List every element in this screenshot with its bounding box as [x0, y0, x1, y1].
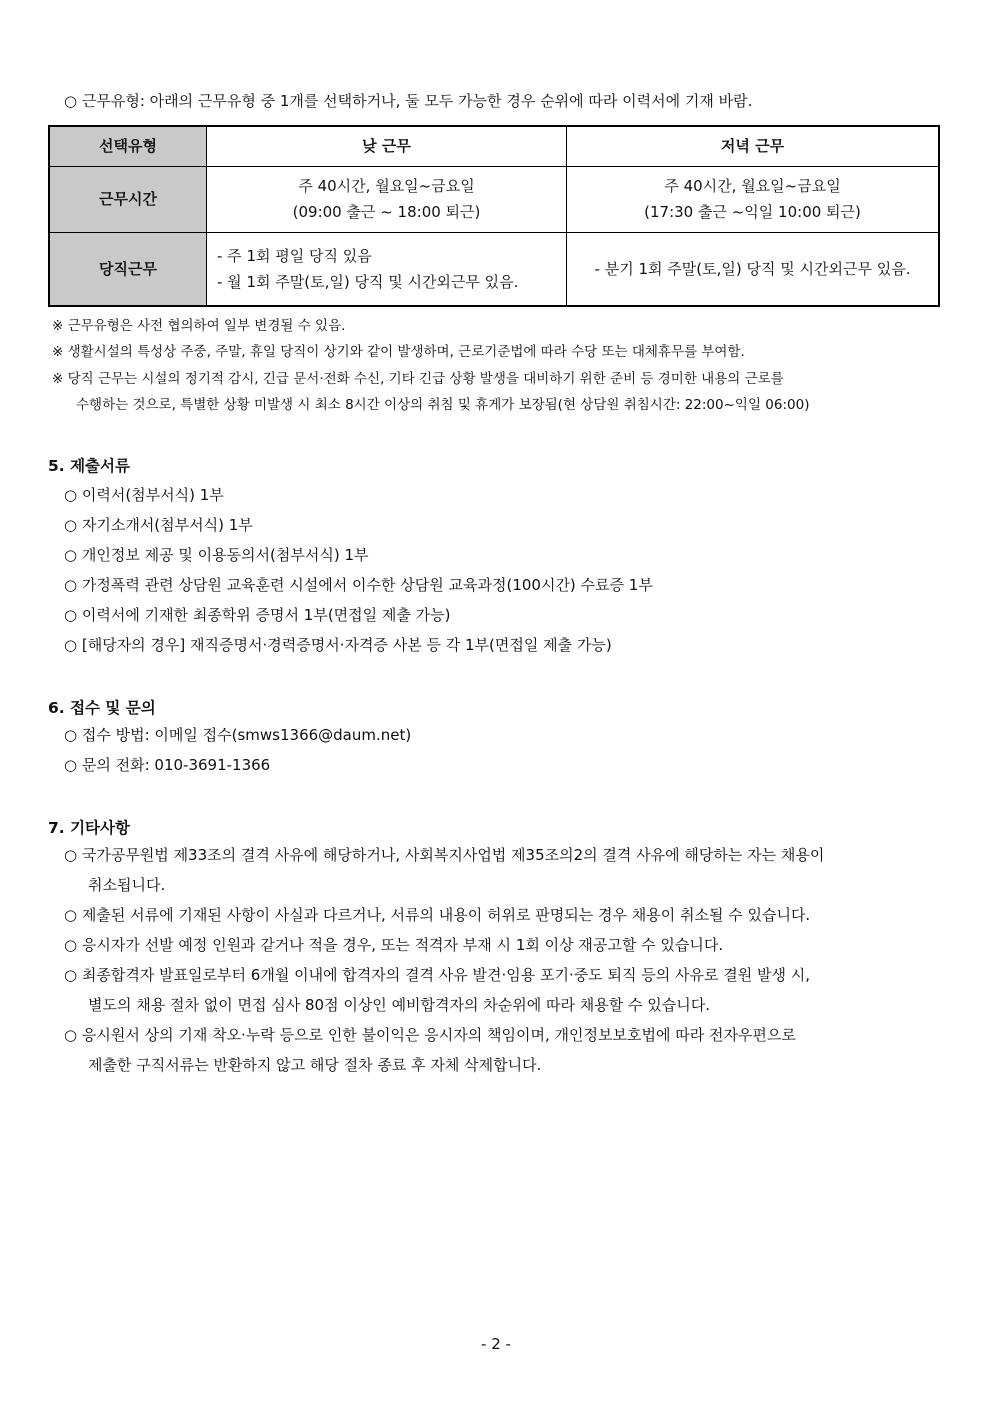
day-work-hours-line1: 주 40시간, 월요일~금요일: [298, 177, 475, 195]
sec5-item-1: ○ 이력서(첨부서식) 1부: [64, 486, 224, 504]
note-2: ※ 생활시설의 특성상 주중, 주말, 휴일 당직이 상기와 같이 발생하며, 근로기준법에 따라 수당 또는 대체휴무를 부여함.: [52, 344, 745, 360]
page-number: - 2 -: [481, 1335, 511, 1353]
section-7-title: 7. 기타사항: [48, 819, 130, 837]
note-3-cont: 수행하는 것으로, 특별한 상황 미발생 시 최소 8시간 이상의 취침 및 휴게가 보장됨(현 상담원 취침시간: 22:00~익일 06:00): [76, 397, 810, 413]
sec7-line-5: ○ 최종합격자 발표일로부터 6개월 이내에 합격자의 결격 사유 발견·임용 포기·중도 퇴직 등의 사유로 결원 발생 시,: [64, 966, 811, 984]
row-label-duty: 당직근무: [49, 232, 207, 306]
day-duty-line1: - 주 1회 평일 당직 있음: [217, 246, 372, 265]
sec5-item-3: ○ 개인정보 제공 및 이용동의서(첨부서식) 1부: [64, 546, 369, 564]
note-3: ※ 당직 근무는 시설의 정기적 감시, 긴급 문서·전화 수신, 기타 긴급 상황 발생을 대비하기 위한 준비 등 경미한 내용의 근로를: [52, 371, 784, 387]
sec5-item-6: ○ [해당자의 경우] 재직증명서·경력증명서·자격증 사본 등 각 1부(면접일 제출 가능): [64, 636, 612, 654]
note-1: ※ 근무유형은 사전 협의하여 일부 변경될 수 있음.: [52, 318, 346, 334]
sec7-line-8: 제출한 구직서류는 반환하지 않고 해당 절차 종료 후 자체 삭제합니다.: [88, 1056, 542, 1074]
row-label-work-hours: 근무시간: [49, 166, 207, 232]
work-type-table: [48, 125, 940, 307]
night-work-hours-line2: (17:30 출근 ~익일 10:00 퇴근): [644, 203, 861, 221]
section-6-title: 6. 접수 및 문의: [48, 699, 156, 717]
header-type: 선택유형: [49, 126, 207, 166]
day-work-hours: [207, 166, 567, 232]
sec7-line-7: ○ 응시원서 상의 기재 착오·누락 등으로 인한 불이익은 응시자의 책임이며, 개인정보보호법에 따라 전자우편으로: [64, 1026, 796, 1044]
sec7-line-6: 별도의 채용 절차 없이 면접 심사 80점 이상인 예비합격자의 차순위에 따라 채용할 수 있습니다.: [88, 996, 710, 1014]
header-day-shift: 낮 근무: [207, 126, 567, 166]
work-type-intro: ○ 근무유형: 아래의 근무유형 중 1개를 선택하거나, 둘 모두 가능한 경우 순위에 따라 이력서에 기재 바람.: [64, 92, 753, 110]
day-duty: [207, 232, 567, 306]
sec7-line-1: ○ 국가공무원법 제33조의 결격 사유에 해당하거나, 사회복지사업법 제35조의2의 결격 사유에 해당하는 자는 채용이: [64, 846, 825, 864]
sec5-item-2: ○ 자기소개서(첨부서식) 1부: [64, 516, 253, 534]
sec6-item-2: ○ 문의 전화: 010-3691-1366: [64, 756, 271, 774]
sec5-item-4: ○ 가정폭력 관련 상담원 교육훈련 시설에서 이수한 상담원 교육과정(100시간) 수료증 1부: [64, 576, 653, 594]
sec5-item-5: ○ 이력서에 기재한 최종학위 증명서 1부(면접일 제출 가능): [64, 606, 451, 624]
header-night-shift: 저녁 근무: [567, 126, 939, 166]
sec7-line-4: ○ 응시자가 선발 예정 인원과 같거나 적을 경우, 또는 적격자 부재 시 1회 이상 재공고할 수 있습니다.: [64, 936, 724, 954]
night-work-hours: [567, 166, 939, 232]
sec7-line-3: ○ 제출된 서류에 기재된 사항이 사실과 다르거나, 서류의 내용이 허위로 판명되는 경우 채용이 취소될 수 있습니다.: [64, 906, 811, 924]
section-5-title: 5. 제출서류: [48, 457, 130, 475]
day-duty-line2: - 월 1회 주말(토,일) 당직 및 시간외근무 있음.: [217, 272, 519, 291]
sec6-item-1: ○ 접수 방법: 이메일 접수(smws1366@daum.net): [64, 726, 412, 744]
night-work-hours-line1: 주 40시간, 월요일~금요일: [664, 177, 841, 195]
sec7-line-2: 취소됩니다.: [88, 876, 166, 894]
day-work-hours-line2: (09:00 출근 ~ 18:00 퇴근): [292, 203, 481, 221]
night-duty: - 분기 1회 주말(토,일) 당직 및 시간외근무 있음.: [567, 232, 939, 306]
